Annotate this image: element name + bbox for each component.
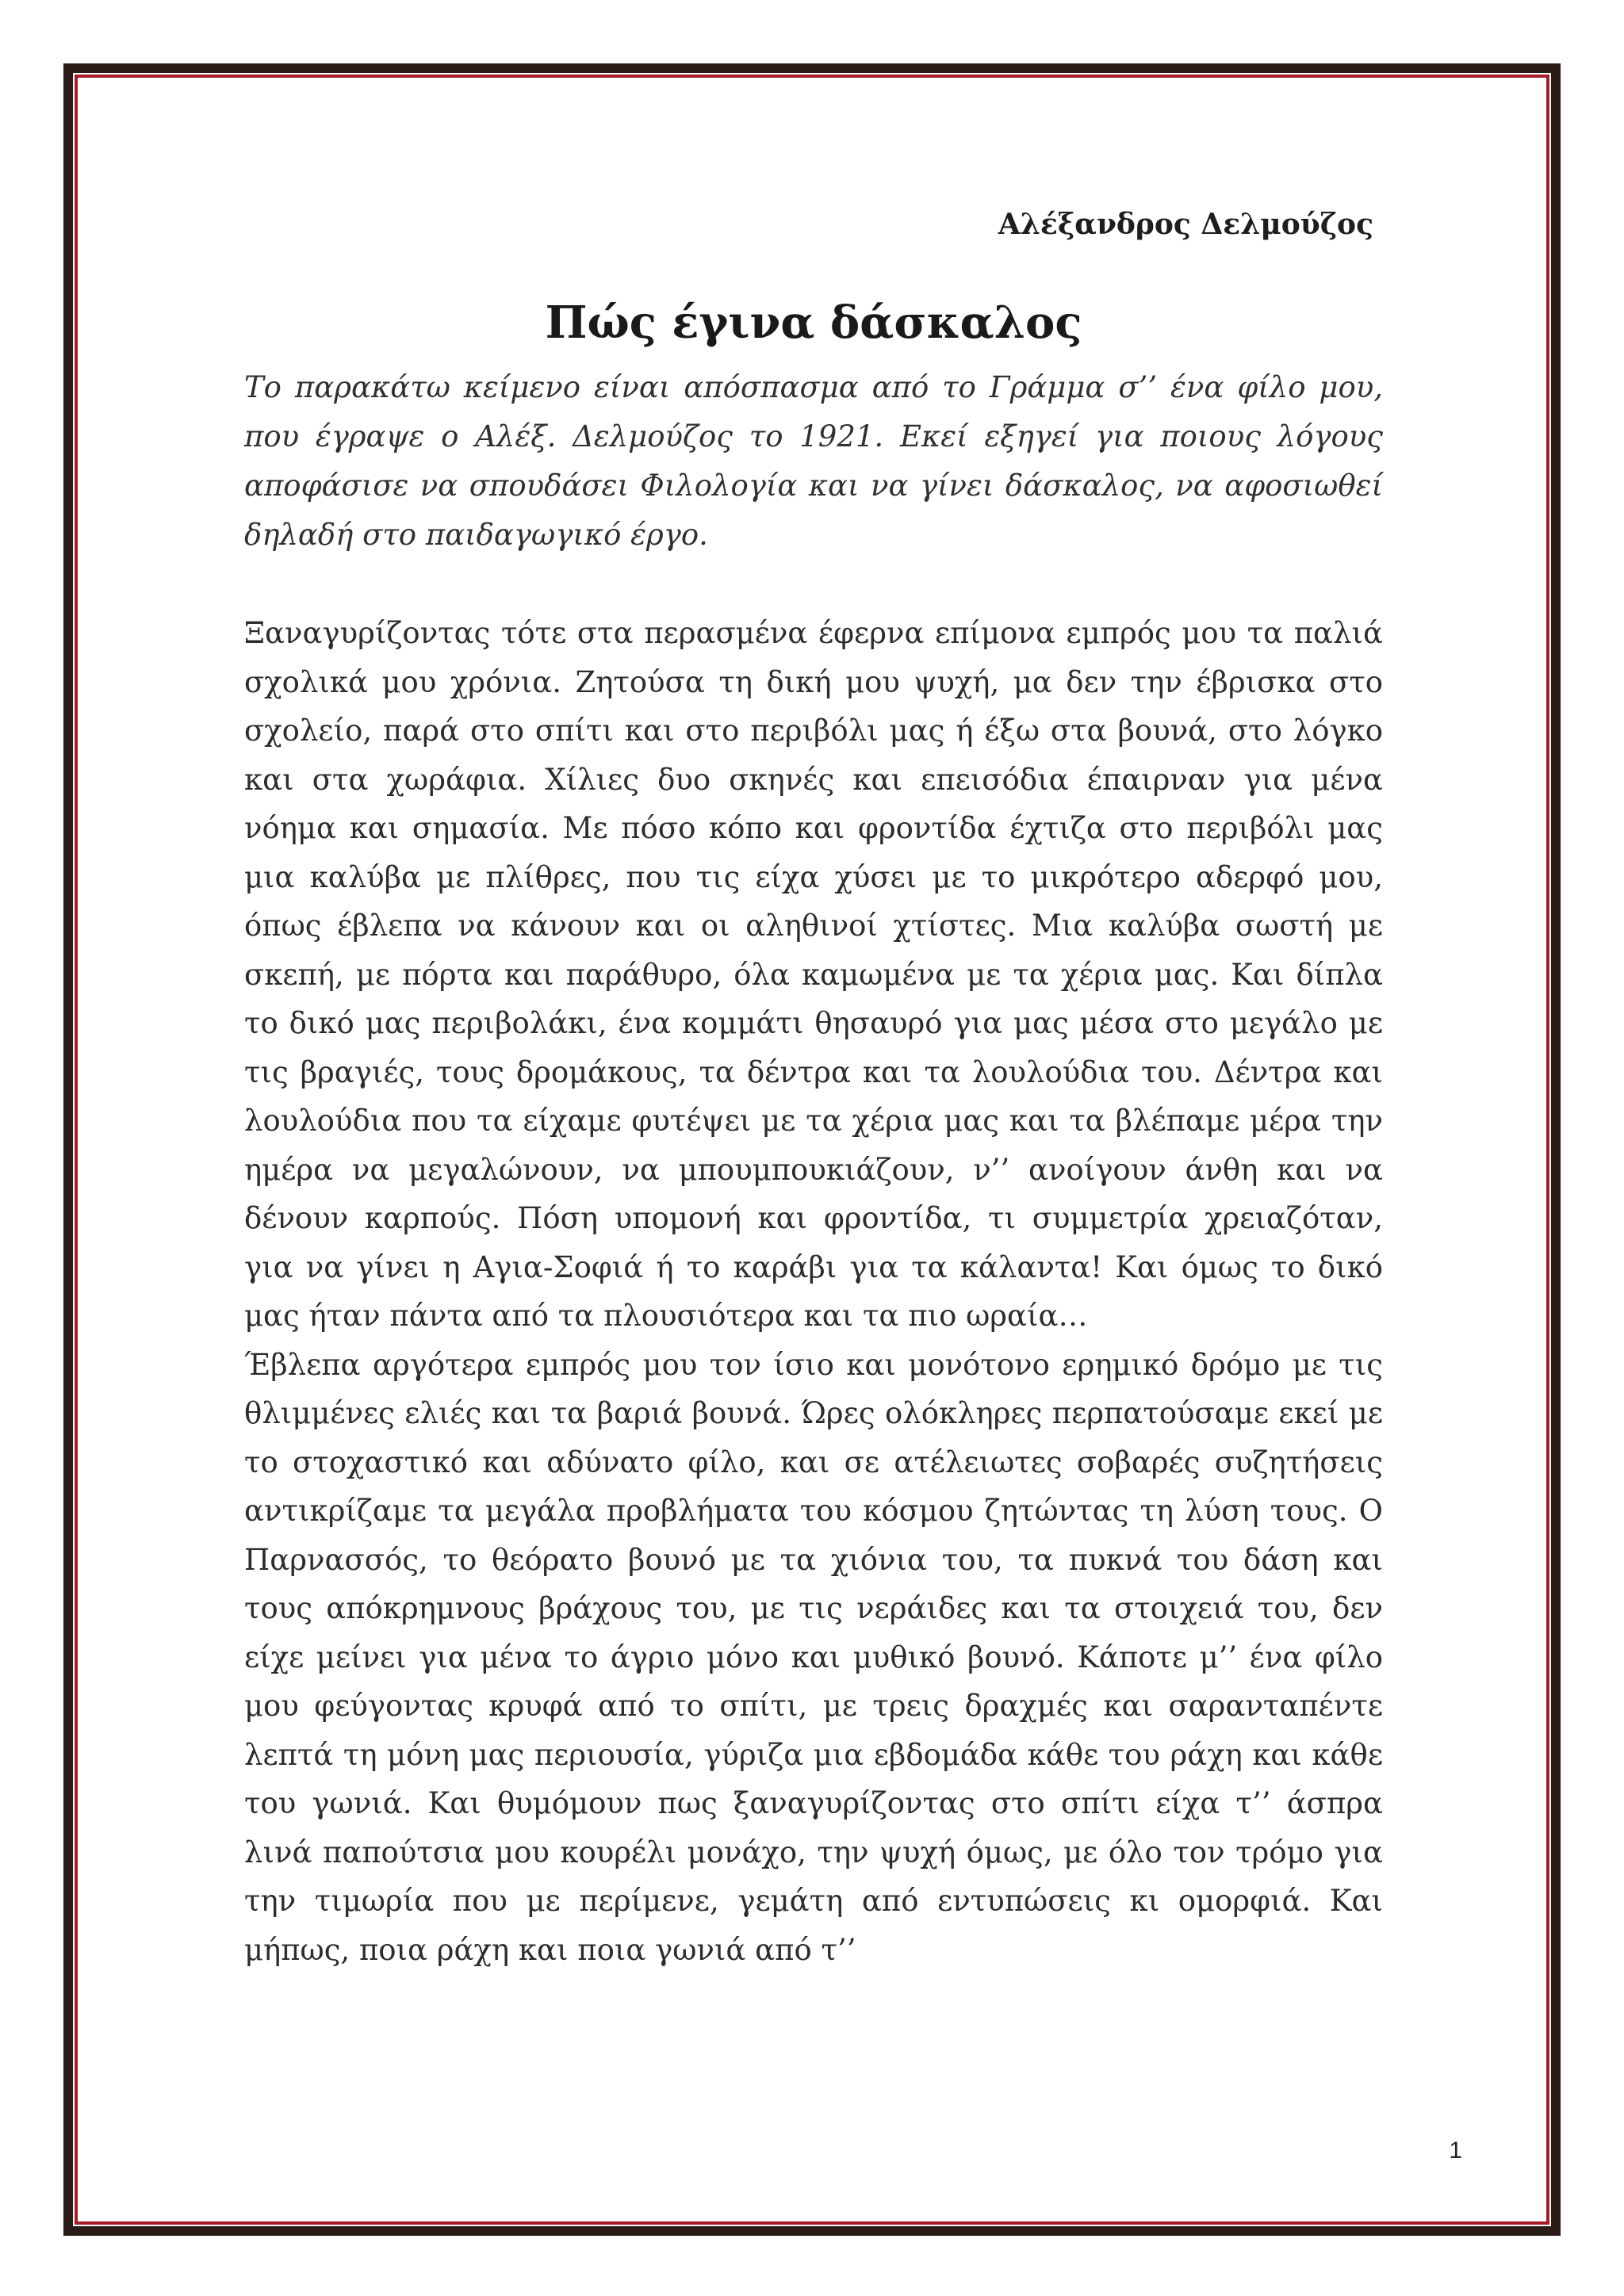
author-name: Αλέξανδρος Δελμούζος bbox=[998, 208, 1373, 241]
body-text bbox=[244, 609, 1383, 1974]
body-paragraph-2: Έβλεπα αργότερα εμπρός μου τον ίσιο και μονότονο ερημικό δρόμο με τις θλιμμένες ελιές και τα βαριά βουνά. Ώρες ολόκληρες περπατούσαμε εκεί με το στοχαστικό και αδύνατο φίλο, και σε ατέλειωτες σοβαρές συζητήσεις αντικρίζαμε τα μεγάλα προβλήματα του κόσμου ζητώντας τη λύση τους. Ο Παρνασσός, το θεόρατο βουνό με τα χιόνια του, τα πυκνά του δάση και τους απόκρημνους βράχους του, με τις νεράιδες και τα στοιχειά του, δεν είχε μείνει για μένα το άγριο μόνο και μυθικό βουνό. Κάποτε μ’’ ένα φίλο μου φεύγοντας κρυφά από το σπίτι, με τρεις δραχμές και σαρανταπέντε λεπτά τη μόνη μας περιουσία, γύριζα μια εβδομάδα κάθε του ράχη και κάθε του γωνιά. Και θυμόμουν πως ξαναγυρίζοντας στο σπίτι είχα τ’’ άσπρα λινά παπούτσια μου κουρέλι μονάχο, την ψυχή όμως, με όλο τον τρόμο για την τιμωρία που με περίμενε, γεμάτη από εντυπώσεις κι ομορφιά. Και μήπως, ποια ράχη και ποια γωνιά από τ’’ bbox=[244, 1347, 1383, 1967]
intro-paragraph: Το παρακάτω κείμενο είναι απόσπασμα από το Γράμμα σ’’ ένα φίλο μου, που έγραψε ο Αλέξ. Δελμούζος το 1921. Εκεί εξηγεί για ποιους λόγους αποφάσισε να σπουδάσει Φιλολογία και να γίνει δάσκαλος, να αφοσιωθεί δηλαδή στο παιδαγωγικό έργο. bbox=[244, 370, 1383, 552]
page-number: 1 bbox=[1449, 2137, 1462, 2164]
document-title: Πώς έγινα δάσκαλος bbox=[545, 297, 1082, 349]
body-paragraph-1: Ξαναγυρίζοντας τότε στα περασμένα έφερνα επίμονα εμπρός μου τα παλιά σχολικά μου χρόνια. Ζητούσα τη δική μου ψυχή, μα δεν την έβρισκα στο σχολείο, παρά στο σπίτι και στο περιβόλι μας ή έξω στα βουνά, στο λόγκο και στα χωράφια. Χίλιες δυο σκηνές και επεισόδια έπαιρναν για μένα νόημα και σημασία. Με πόσο κόπο και φροντίδα έχτιζα στο περιβόλι μας μια καλύβα με πλίθρες, που τις είχα χύσει με το μικρότερο αδερφό μου, όπως έβλεπα να κάνουν και οι αληθινοί χτίστες. Μια καλύβα σωστή με σκεπή, με πόρτα και παράθυρο, όλα καμωμένα με τα χέρια μας. Και δίπλα το δικό μας περιβολάκι, ένα κομμάτι θησαυρό για μας μέσα στο μεγάλο με τις βραγιές, τους δρομάκους, τα δέντρα και τα λουλούδια του. Δέντρα και λουλούδια που τα είχαμε φυτέψει με τα χέρια μας και τα βλέπαμε μέρα την ημέρα να μεγαλώνουν, να μπουμπουκιάζουν, ν’’ ανοίγουν άνθη και να δένουν καρπούς. Πόση υπομονή και φροντίδα, τι συμμετρία χρειαζόταν, για να γίνει η Αγια-Σοφιά ή το καράβι για τα κάλαντα! Και όμως το δικό μας ήταν πάντα από τα πλουσιότερα και τα πιο ωραία… bbox=[244, 616, 1383, 1333]
